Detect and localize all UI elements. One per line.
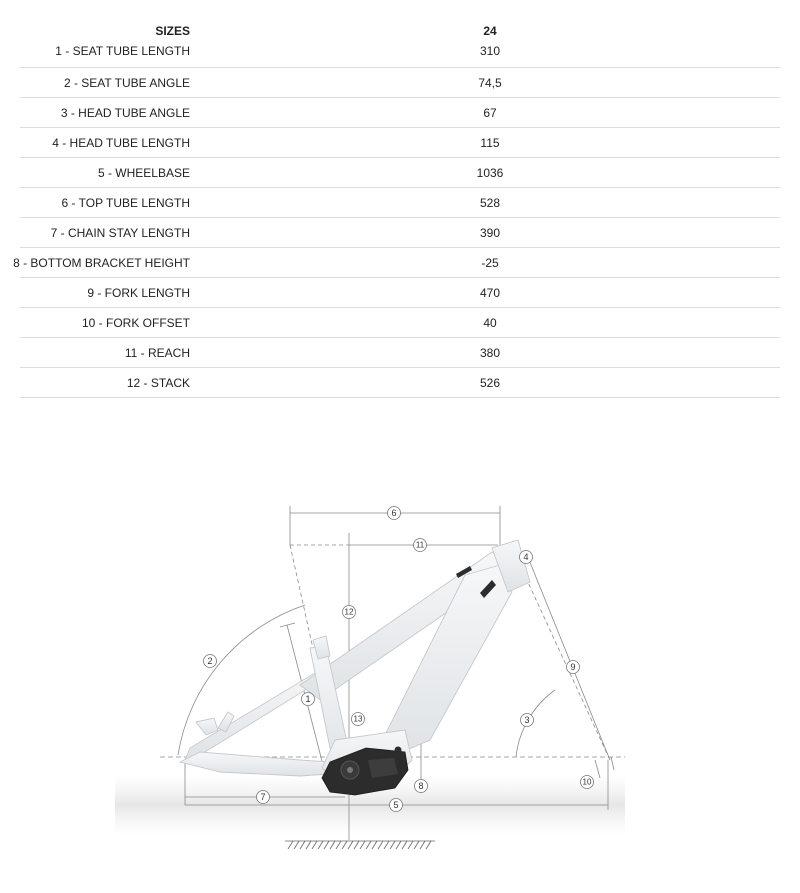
row-label: 4 - HEAD TUBE LENGTH [52, 135, 190, 150]
callout-5 [390, 799, 403, 812]
svg-text:2: 2 [207, 656, 213, 666]
row-label: 12 - STACK [126, 375, 190, 390]
table-row [20, 308, 780, 338]
bike-frame [180, 540, 530, 784]
row-label: 9 - FORK LENGTH [87, 285, 190, 300]
callout-12 [343, 606, 356, 619]
table-row [20, 128, 780, 158]
row-label: 6 - TOP TUBE LENGTH [61, 195, 190, 210]
svg-text:13: 13 [353, 714, 363, 724]
table-row [20, 338, 780, 368]
callout-10 [581, 776, 594, 789]
table-row [20, 98, 780, 128]
table-header-sizes: SIZES [155, 24, 190, 38]
callout-4 [520, 551, 533, 564]
row-value: 67 [483, 105, 497, 120]
chain-stay [180, 752, 330, 776]
row-value: 470 [479, 285, 501, 300]
rear-dropout [196, 718, 218, 735]
table-row [20, 188, 780, 218]
row-value: 74,5 [478, 75, 502, 90]
ground-hatch [285, 841, 435, 849]
callout-8 [415, 780, 428, 793]
table-row [20, 158, 780, 188]
svg-text:12: 12 [344, 607, 354, 617]
table-header-size-value: 24 [483, 24, 497, 38]
row-label: 7 - CHAIN STAY LENGTH [50, 225, 190, 240]
callout-2 [204, 655, 217, 668]
bike-geometry-diagram [110, 495, 650, 865]
row-value: 115 [480, 135, 500, 150]
row-label: 3 - HEAD TUBE ANGLE [60, 105, 190, 120]
geometry-table [13, 15, 780, 398]
callout-11 [414, 539, 427, 552]
callout-13 [352, 713, 365, 726]
callout-3 [521, 714, 534, 727]
table-row [20, 38, 780, 68]
svg-text:9: 9 [570, 662, 576, 672]
svg-text:3: 3 [524, 715, 530, 725]
row-value: 40 [483, 315, 497, 330]
svg-text:1: 1 [305, 694, 311, 704]
row-label: 11 - REACH [124, 345, 190, 360]
row-value: 310 [479, 44, 501, 58]
svg-text:11: 11 [415, 540, 425, 550]
row-label: 1 - SEAT TUBE LENGTH [55, 44, 190, 58]
row-value: 528 [479, 195, 501, 210]
row-value: 390 [479, 225, 501, 240]
table-row [20, 368, 780, 398]
row-value: 1036 [476, 165, 504, 180]
callout-9 [567, 661, 580, 674]
row-label: 5 - WHEELBASE [97, 165, 190, 180]
svg-text:5: 5 [393, 800, 399, 810]
callout-7 [257, 791, 270, 804]
svg-text:4: 4 [523, 552, 529, 562]
table-row [13, 248, 780, 278]
svg-text:10: 10 [582, 777, 592, 787]
table-header-row [20, 15, 780, 38]
row-label: 2 - SEAT TUBE ANGLE [63, 75, 190, 90]
row-value: -25 [481, 255, 499, 270]
svg-text:7: 7 [260, 792, 266, 802]
table-row [20, 218, 780, 248]
table-row [20, 278, 780, 308]
row-label: 10 - FORK OFFSET [81, 315, 190, 330]
row-label: 8 - BOTTOM BRACKET HEIGHT [13, 255, 190, 270]
table-row [20, 68, 780, 98]
svg-text:6: 6 [391, 508, 397, 518]
row-value: 380 [479, 345, 501, 360]
row-value: 526 [479, 375, 501, 390]
svg-text:8: 8 [418, 781, 424, 791]
callout-1 [302, 693, 315, 706]
callout-6 [388, 507, 401, 520]
